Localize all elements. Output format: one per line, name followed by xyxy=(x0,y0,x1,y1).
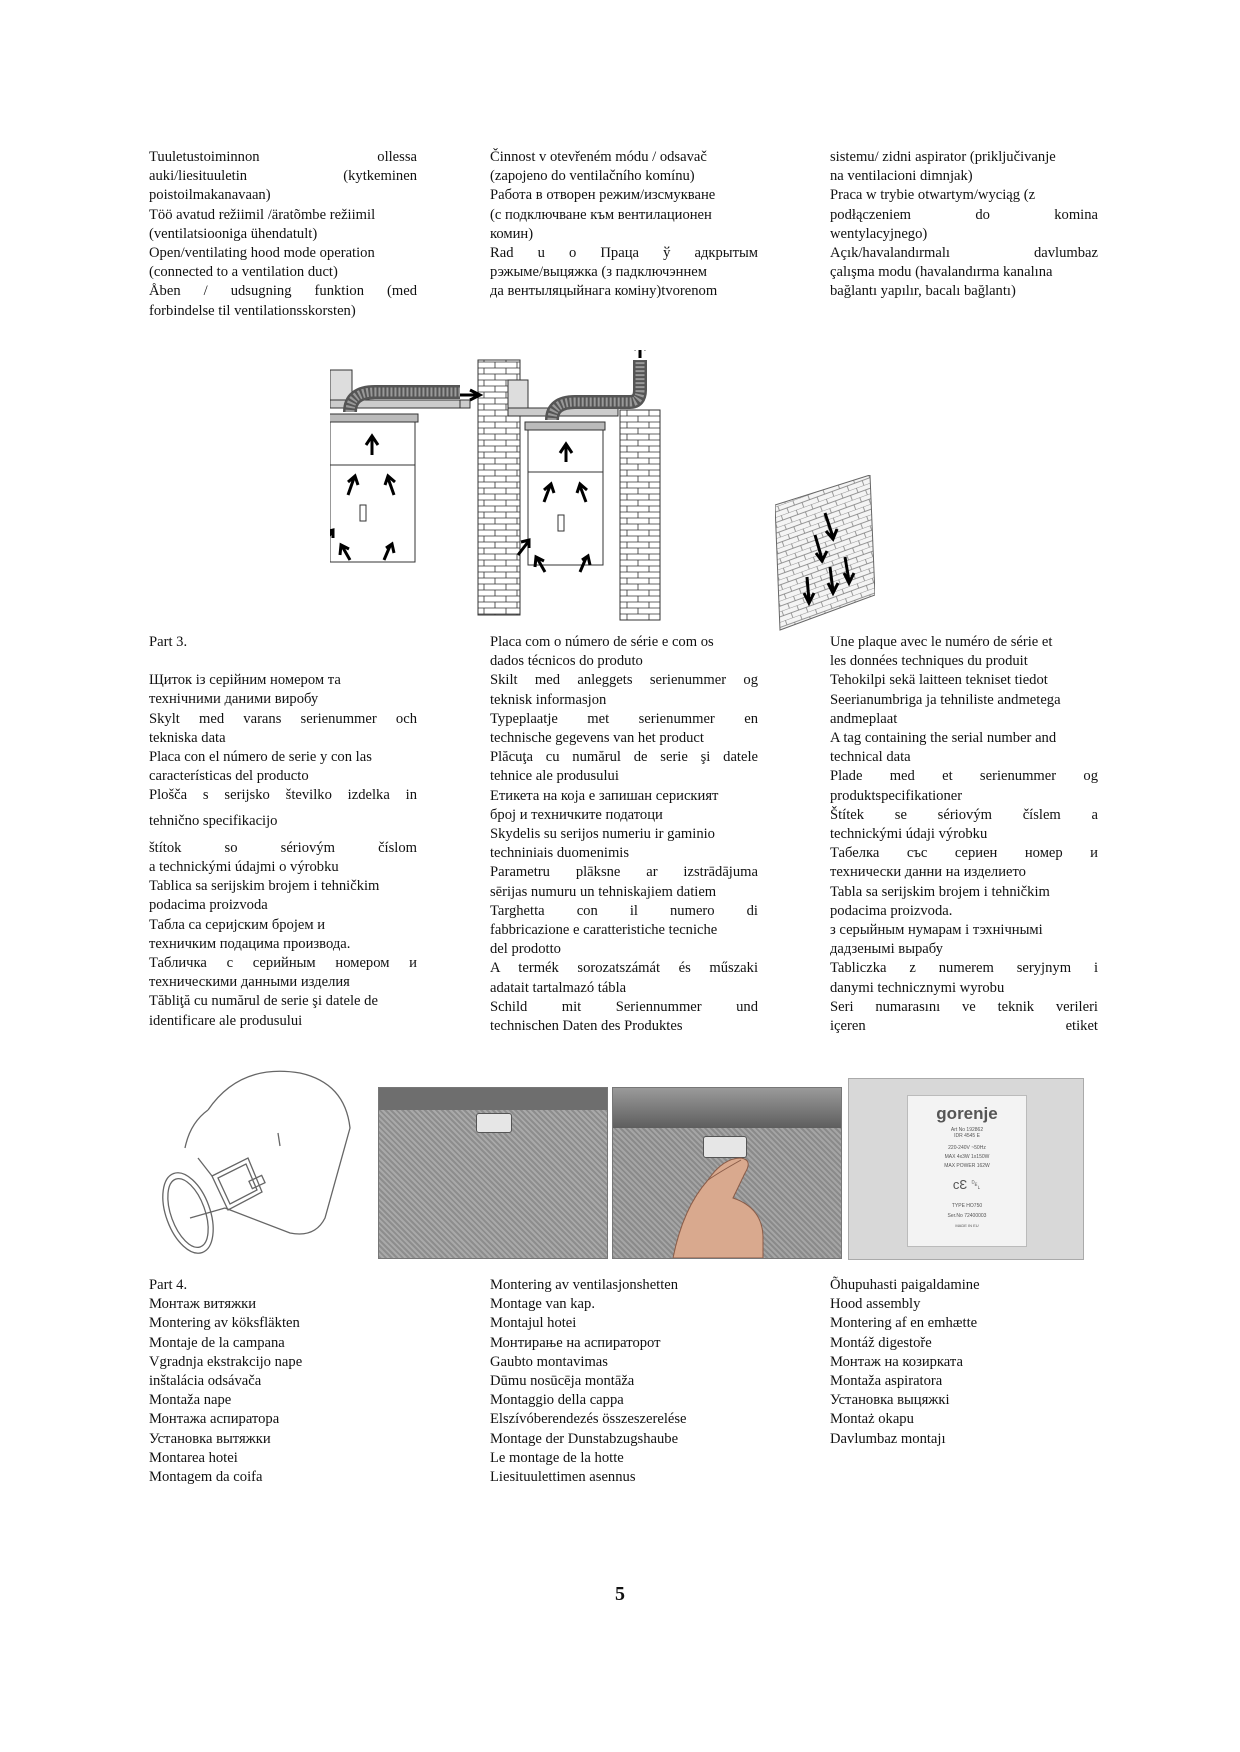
text-line: Töö avatud režiimil /äratõmbe režiimil xyxy=(149,206,376,223)
text-line: Монтажа аспиратора xyxy=(149,1411,280,1428)
text-line: Dūmu nosūcēja montāža xyxy=(490,1373,635,1390)
label-line: Art No 192862 xyxy=(950,1127,984,1133)
intro-column-2 xyxy=(490,148,758,302)
part4-column-1 xyxy=(149,1276,417,1487)
text-line: Rad u o Праца ў адкрытым xyxy=(490,245,758,262)
text-line: podacima proizvoda. xyxy=(830,902,953,919)
text-line: içeren etiket xyxy=(830,1018,1098,1035)
left-hood-diagram xyxy=(330,360,520,615)
ventilation-diagram xyxy=(330,350,750,630)
text-line: (с подключване към вентилационен xyxy=(490,206,712,223)
text-line: andmeplaat xyxy=(830,710,898,727)
text-line: Montagem da coifa xyxy=(149,1469,263,1486)
intro-column-3 xyxy=(830,148,1098,302)
text-line: fabbricazione e caratteristiche tecniche xyxy=(490,922,718,939)
text-line: sērijas numuru un tehniskajiem datiem xyxy=(490,883,717,900)
label-line: IDR 4545 E xyxy=(954,1133,980,1139)
page-number: 5 xyxy=(615,1583,625,1605)
text-line: Установка выцяжкі xyxy=(830,1392,950,1409)
text-line: технічними даними виробу xyxy=(149,691,319,708)
text-line: Schild mit Seriennummer und xyxy=(490,998,758,1015)
text-line: Montajul hotei xyxy=(490,1315,577,1332)
text-line: podłączeniem do komina xyxy=(830,206,1098,223)
brand-logo: gorenje xyxy=(936,1104,998,1123)
text-line: tekniska data xyxy=(149,729,226,746)
serial-label xyxy=(907,1095,1027,1247)
text-line: Typeplaatje met serienummer en xyxy=(490,710,758,727)
label-line: MADE IN EU xyxy=(955,1223,979,1228)
text-line: Монтирање на аспираторот xyxy=(490,1334,661,1351)
text-line: Skydelis su serijos numeriu ir gaminio xyxy=(490,826,715,843)
text-line: tehnice ale produsului xyxy=(490,768,619,785)
label-line: MAX POWER 162W xyxy=(944,1163,990,1169)
section-heading: Part 4. xyxy=(149,1277,188,1293)
text-line: Açık/havalandırmalı davlumbaz xyxy=(830,245,1098,262)
text-line: Tabla sa serijskim brojem i tehničkim xyxy=(830,883,1050,900)
text-line: A tag containing the serial number and xyxy=(830,730,1057,747)
text-line: dados técnicos do produto xyxy=(490,653,643,670)
text-line: Табличка с серийным номером и xyxy=(149,955,417,972)
text-line: Praca w trybie otwartym/wyciąg (z xyxy=(830,187,1036,204)
text-line: Skilt med anleggets serienummer og xyxy=(490,672,758,689)
serial-plate-photo xyxy=(848,1078,1084,1260)
text-line: Montering av ventilasjonshetten xyxy=(490,1277,679,1293)
text-line: Štítek se sériovým číslem a xyxy=(830,806,1098,823)
text-line: Plade med et serienummer og xyxy=(830,768,1098,785)
text-line: çalışma modu (havalandırma kanalına xyxy=(830,264,1053,281)
text-line: technickými údaji výrobku xyxy=(830,826,988,843)
text-line: (connected to a ventilation duct) xyxy=(149,264,338,281)
text-line: Montage der Dunstabzugshaube xyxy=(490,1430,679,1447)
text-line: Montáž digestoře xyxy=(830,1334,932,1351)
text-line: les données techniques du produit xyxy=(830,653,1028,670)
text-line: Montering av köksfläkten xyxy=(149,1315,300,1332)
text-line: teknisk informasjon xyxy=(490,691,607,708)
text-line: Parametru plāksne ar izstrādājuma xyxy=(490,864,758,881)
text-line: sistemu/ zidni aspirator (priključivanje xyxy=(830,149,1056,165)
text-line: Табелка със сериен номер и xyxy=(830,845,1098,862)
text-line: Targhetta con il numero di xyxy=(490,902,758,919)
text-line: a technickými údajmi o výrobku xyxy=(149,859,339,876)
text-line: Činnost v otevřeném módu / odsavač xyxy=(490,149,707,165)
text-line: техничким подацима производа. xyxy=(149,935,351,952)
text-line: A termék sorozatszámát és műszaki xyxy=(490,960,758,977)
text-line: Montaje de la campana xyxy=(149,1334,285,1351)
text-line: Табла са серијским бројем и xyxy=(149,916,326,933)
part3-column-2 xyxy=(490,633,758,1036)
grease-filter-photo xyxy=(378,1087,608,1259)
text-line: techniniais duomenimis xyxy=(490,845,630,862)
text-line: Монтаж на козирката xyxy=(830,1353,963,1370)
text-line: Tabliczka z numerem seryjnym i xyxy=(830,960,1098,977)
label-line: Ser.No 72400003 xyxy=(947,1213,987,1219)
text-line: Åben / udsugning funktion (med xyxy=(149,283,417,300)
text-line: technischen Daten des Produktes xyxy=(490,1018,683,1035)
part4-column-2 xyxy=(490,1276,758,1487)
text-line: bağlantı yapılır, bacalı bağlantı) xyxy=(830,283,1016,300)
text-line: Le montage de la hotte xyxy=(490,1449,624,1466)
text-line: техническими данными изделия xyxy=(149,974,350,991)
ce-mark-icon: ϲƐ ␡ xyxy=(952,1177,982,1192)
text-line: tehnično specifikacijo xyxy=(149,812,278,829)
text-line: да вентыляцыйнага коміну)tvorenom xyxy=(490,283,718,300)
text-line: Skylt med varans serienummer och xyxy=(149,710,417,727)
text-line: Placa con el número de serie y con las xyxy=(149,749,372,766)
text-line: Liesituulettimen asennus xyxy=(490,1469,636,1486)
text-line: technical data xyxy=(830,749,911,766)
text-line: Hood assembly xyxy=(830,1296,921,1313)
label-line: TYPE HO750 xyxy=(951,1203,983,1209)
text-line: Montaggio della cappa xyxy=(490,1392,624,1409)
section-heading: Part 3. xyxy=(149,634,188,650)
intro-column-1 xyxy=(149,148,417,321)
text-line: технически данни на изделието xyxy=(830,864,1026,881)
text-line: (zapojeno do ventilačního komínu) xyxy=(490,168,695,185)
text-line: adatait tartalmazó tábla xyxy=(490,979,627,996)
text-line: (ventilatsiooniga ühendatult) xyxy=(149,225,318,242)
part4-column-3 xyxy=(830,1276,1098,1449)
text-line: Seri numarasını ve teknik verileri xyxy=(830,998,1098,1015)
text-line: produktspecifikationer xyxy=(830,787,963,804)
text-line: Vgradnja ekstrakcijo nape xyxy=(149,1353,303,1370)
text-line: рэжыме/выцяжка (з падключэннем xyxy=(490,264,707,281)
right-hood-diagram xyxy=(508,350,660,620)
text-line: wentylacyjnego) xyxy=(830,225,928,242)
text-line: Seerianumbriga ja tehniliste andmetega xyxy=(830,691,1061,708)
text-line: Установка вытяжки xyxy=(149,1430,271,1447)
hood-cylinder-drawing xyxy=(150,1058,355,1258)
text-line: Montering af en emhætte xyxy=(830,1315,978,1332)
text-line: з серыйным нумарам і тэхнічнымі xyxy=(830,922,1043,939)
text-line: Montarea hotei xyxy=(149,1449,238,1466)
text-line: auki/liesituuletin (kytkeminen xyxy=(149,168,417,185)
text-line: identificare ale produsului xyxy=(149,1012,303,1029)
text-line: Tehokilpi sekä laitteen tekniset tiedot xyxy=(830,672,1048,689)
text-line: Une plaque avec le numéro de série et xyxy=(830,634,1053,650)
text-line: Монтаж витяжки xyxy=(149,1296,257,1313)
text-line: број и техничките податоци xyxy=(490,806,663,823)
text-line: technische gegevens van het product xyxy=(490,730,704,747)
text-line: Tuuletustoiminnon ollessa xyxy=(149,149,417,165)
text-line: Montage van kap. xyxy=(490,1296,595,1313)
text-line: Gaubto montavimas xyxy=(490,1353,608,1370)
text-line: Õhupuhasti paigaldamine xyxy=(830,1277,980,1293)
text-line: Davlumbaz montajı xyxy=(830,1430,946,1447)
text-line: Plăcuţa cu numărul de serie şi datele xyxy=(490,749,758,766)
text-line: дадзенымі вырабу xyxy=(830,941,943,958)
text-line: poistoilmakanavaan) xyxy=(149,187,271,204)
text-line: Montaż okapu xyxy=(830,1411,914,1428)
text-line: características del producto xyxy=(149,768,309,785)
text-line: Етикета на која е запишан сериският xyxy=(490,787,719,804)
text-line: Работа в отворен режим/изсмукване xyxy=(490,187,716,204)
text-line: Щиток із серійним номером та xyxy=(149,672,341,689)
text-line: Plošča s serijsko številko izdelka in xyxy=(149,787,417,804)
text-line: Placa com o número de série e com os xyxy=(490,634,714,650)
filter-removal-photo xyxy=(612,1087,842,1259)
text-line: inštalácia odsávača xyxy=(149,1373,262,1390)
part3-column-3 xyxy=(830,633,1098,1036)
text-line: Open/ventilating hood mode operation xyxy=(149,245,375,262)
text-line: Montaža nape xyxy=(149,1392,232,1409)
text-line: štítok so sériovým číslom xyxy=(149,839,417,856)
text-line: Montaža aspiratora xyxy=(830,1373,943,1390)
text-line: danymi technicznymi wyrobu xyxy=(830,979,1005,996)
text-line: комин) xyxy=(490,225,534,242)
label-line: MAX 4x3W 1x150W xyxy=(944,1154,990,1160)
text-line: Tablica sa serijskim brojem i tehničkim xyxy=(149,878,380,895)
part3-column-1 xyxy=(149,633,417,1031)
label-line: 220-240V ~50Hz xyxy=(948,1145,986,1151)
text-line: podacima proizvoda xyxy=(149,897,268,914)
text-line: na ventilacioni dimnjak) xyxy=(830,168,973,185)
filter-handle xyxy=(476,1113,512,1133)
text-line: del prodotto xyxy=(490,941,561,958)
filter-frame-top xyxy=(379,1088,607,1110)
hand-pressing xyxy=(613,1088,841,1258)
text-line: Tăbliţă cu numărul de serie şi datele de xyxy=(149,993,378,1010)
text-line: Elszívóberendezés összeszerelése xyxy=(490,1411,687,1428)
text-line: forbindelse til ventilationsskorsten) xyxy=(149,302,356,319)
wall-recirculation-diagram xyxy=(775,475,875,635)
